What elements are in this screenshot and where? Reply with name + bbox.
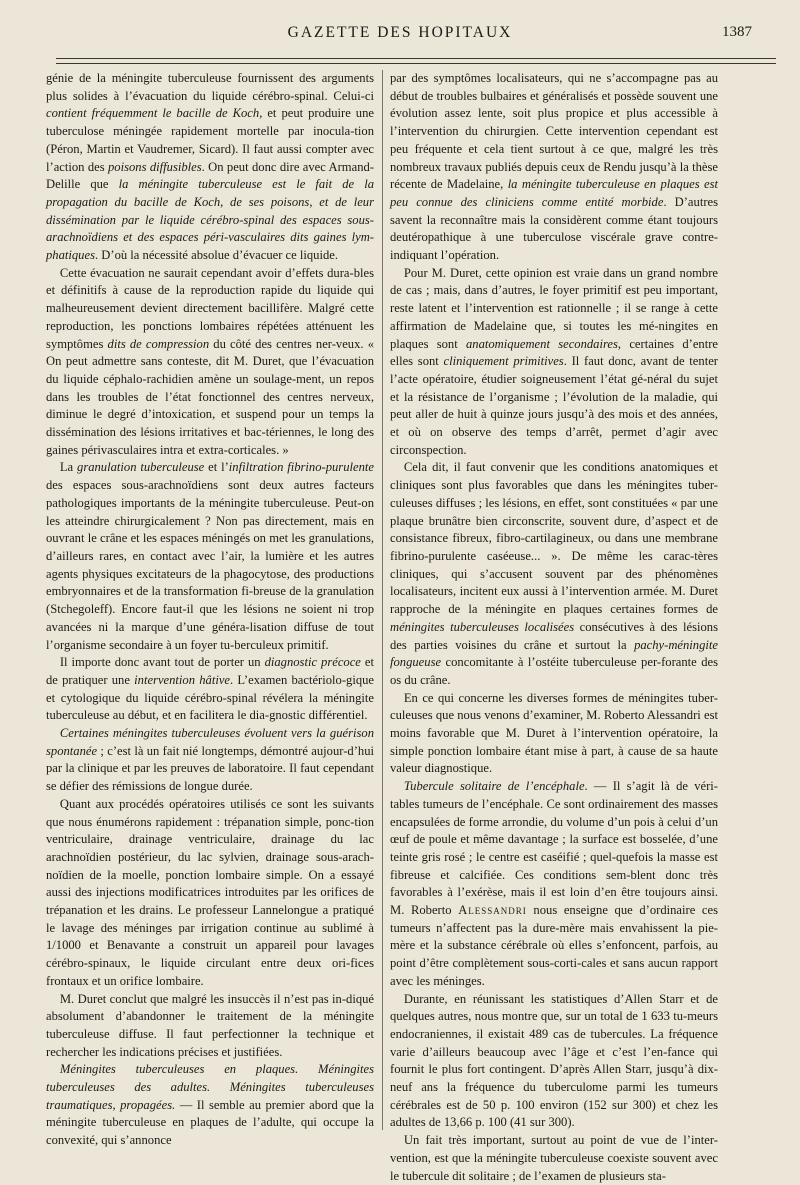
text-run: . D’autres savent la reconnaître mais la considèrent comme étant toujours deutéropathique à une tuberculose viscérale grave contre-indiquant l’opération. bbox=[390, 194, 718, 263]
italic-text: poisons diffusibles bbox=[108, 159, 202, 174]
italic-text: méningites tuberculeuses localisées bbox=[390, 619, 575, 634]
paragraph bbox=[390, 1132, 718, 1185]
text-run: Durante, en réunissant les statistiques d’Allen Starr et de quelques autres, nous montre que, sur un total de 1 633 tu-meurs endocraniennes, il existait 489 cas de tubercules. La fréquence varie d’ailleurs beaucoup avec l’âge et c’est l’en-fance qui fournit le plus fort contingent. D’après Allen Starr, jusqu’à dix-neuf ans la fréquence du tuberculome parmi les tumeurs cérébrales est de 50 p. 100 environ (152 sur 300) et chez les adultes de 13,66 p. 100 (41 sur 300). bbox=[390, 991, 718, 1130]
text-run: du côté des centres ner-veux. « On peut admettre sans conteste, dit M. Duret, que l’évacuation du liquide céphalo-rachidien amène un soulage-ment, un repos dans les troubles de l’état fonctionnel des centres nerveux, diminue le degré d’intoxication, et suspend pour un temps la dissémination des lésions irritatives et bac-tériennes, le long des gaines périvasculaires intra et extra-corticales. » bbox=[46, 336, 375, 457]
italic-text: Tubercule solitaire de l’encéphale bbox=[403, 779, 585, 794]
paragraph bbox=[46, 991, 374, 1062]
paragraph bbox=[46, 1061, 374, 1150]
italic-text: la méningite tuberculeuse est le fait de la propagation du bacille de Koch, de ses poisons, et de leur dissémination par le liquide cérébro-spinal des espaces sous-arachnoïdiens et des espaces péri-vasculaires dits gaines lym-phatiques bbox=[46, 177, 374, 263]
paragraph bbox=[390, 690, 718, 779]
text-run: . Il faut donc, avant de tenter l’acte opératoire, étudier soigneusement l’état gé-néral du sujet et la résistance de l’organisme ; l’évolution de la maladie, qui peut aller de huit à quinze jours jusqu’à des mois et des années, et où on observe des temps d’arrêt, permet d’agir avec circonspection. bbox=[390, 354, 718, 457]
text-run: et de pratiquer une bbox=[46, 655, 374, 687]
paragraph bbox=[46, 265, 374, 460]
italic-text: pachy-méningite fongueuse bbox=[390, 637, 718, 670]
paragraph bbox=[390, 265, 718, 460]
text-run: consécutives à des lésions des parties voisines du crâne et surtout la bbox=[390, 619, 718, 652]
italic-text: cliniquement primitives bbox=[443, 354, 564, 369]
text-run: En ce qui concerne les diverses formes de méningites tuber-culeuses que nous venons d’examiner, M. Roberto Alessandri est moins favorable que M. Duret à l’intervention opératoire, la simple ponction lombaire étant mise à part, à cause de sa haute valeur diagnostique. bbox=[390, 690, 718, 776]
right-column bbox=[390, 70, 719, 1183]
text-run: Alessandri bbox=[458, 903, 527, 918]
text-run: La bbox=[59, 460, 78, 475]
text-run: génie de la méningite tuberculeuse fournissent des arguments plus solides à l’évacuation du liquide cérébro-spinal. Celui-ci bbox=[46, 71, 374, 103]
text-run: ; c’est là un fait nié longtemps, démontré aujour-d’hui par la clinique et par les preuves de laboratoire. Il faut cependant se défier des rémissions de longue durée. bbox=[46, 743, 374, 794]
paragraph bbox=[46, 459, 374, 654]
text-run: , certaines d’entre elles sont bbox=[390, 336, 718, 369]
paragraph bbox=[390, 778, 718, 990]
paragraph bbox=[390, 70, 718, 265]
italic-text: granulation tuberculeuse bbox=[77, 460, 205, 475]
paragraph bbox=[46, 654, 374, 725]
text-run: Il importe donc avant tout de porter un bbox=[59, 655, 265, 670]
text-run: Cette évacuation ne saurait cependant avoir d’effets dura-bles et définitifs à cause de la reproduction rapide du liquide qui malheureusement devient directement bacillifère. Malgré cette reproduction, les ponctions lombaires répétées atténuent les symptômes bbox=[46, 265, 374, 351]
text-run: M. Duret conclut que malgré les insuccès il n’est pas in-diqué absolument d’abandonner le traitement de la méningite tuberculeuse diffuse. Il faut perfectionner la technique et rechercher les indications précises et justifiées. bbox=[46, 991, 374, 1059]
italic-text: la méningite tuberculeuse en plaques est peu connue des cliniciens comme entité morbide bbox=[390, 177, 718, 209]
header-rule-thick bbox=[56, 63, 776, 64]
text-run: . On peut donc dire avec Armand-Delille que bbox=[46, 159, 374, 192]
italic-text: Méningites tuberculeuses en plaques. Méningites tuberculeuses des adultes. Méningites tuberculeuses traumatiques, propagées. bbox=[46, 1062, 374, 1112]
text-run: et l’ bbox=[204, 460, 229, 475]
header-rule-thin bbox=[56, 58, 776, 59]
text-run: Un fait très important, surtout au point de vue de l’inter-vention, est que la méningite tuberculeuse coexiste souvent avec le tubercule dit solitaire ; de l’examen de plusieurs sta- bbox=[390, 1133, 718, 1183]
italic-text: dits de compression bbox=[107, 336, 210, 351]
text-run: . D’où la nécessité absolue d’évacuer ce liquide. bbox=[94, 248, 339, 263]
text-run: Quant aux procédés opératoires utilisés ce sont les suivants que nous énumérons rapidement : trépanation simple, ponc-tion ventriculaire, drainage ventriculaire, drainage du lac arachnoïdien postérieur, du lac sylvien, drainage sous-arach-noïdien de la moelle, ponction lombaire simple. On a essayé aussi des injections modificatrices introduites par les orifices de trépanation et les drains. Le professeur Lannelongue a pratiqué le lavage des méninges par irrigation continue au sublimé à 1/1000 et Benavante a construit un appareil pour lavages cérébro-spinaux, le liquide circulant entre deux ori-fices frontaux et un orifice lombaire. bbox=[46, 796, 374, 988]
paragraph bbox=[46, 70, 374, 265]
paragraph bbox=[46, 796, 374, 991]
page-number: 1387 bbox=[722, 24, 752, 40]
running-header bbox=[0, 24, 800, 44]
text-run: . — Il s’agit là de véri-tables tumeurs de l’encéphale. Ce sont ordinairement des masses encapsulées de forme arrondie, du volume d’un pois à celui d’un œuf de poule et même davantage ; la surface est bosselée, d’une teinte gris rosé ; le centre est caséifié ; quel-quefois la masse est fibreuse et calcifiée. Ces conditions sem-blent donc très favorables à l’exérèse, mais il est loin d’en être toujours ainsi. M. Roberto bbox=[390, 779, 718, 918]
column-divider bbox=[382, 70, 383, 1130]
paragraph bbox=[390, 459, 718, 689]
text-run: par des symptômes localisateurs, qui ne s’accompagne pas au début de troubles bulbaires et généralisés et possède souvent une évolution assez lente, soit plus propice et plus accessible à l’intervention du chirurgien. Cette intervention cependant est peu fréquente et cela tient surtout à ce que, malgré les très nombreux travaux publiés depuis ceux de Rendu jusqu’à la thèse récente de Madelaine, bbox=[390, 71, 718, 192]
italic-text: infiltration fibrino-purulente bbox=[228, 460, 374, 475]
text-run: , et peut produire une tuberculose méningée rapidement mortelle par inocula-tion (Péron, Martin et Vaudremer, Sicard). Il faut aussi compter avec l’action des bbox=[46, 106, 374, 174]
text-run: Pour M. Duret, cette opinion est vraie dans un grand nombre de cas ; mais, dans d’autres, le foyer primitif est peu important, reste latent et l’intervention est rationnelle ; il se range à cette affirmation de Madelaine que, si toutes les mé-ningites en plaques sont bbox=[390, 265, 718, 351]
italic-text: anatomiquement secondaires bbox=[466, 336, 618, 351]
italic-text: diagnostic précoce bbox=[264, 655, 361, 670]
paragraph bbox=[46, 725, 374, 796]
journal-title: GAZETTE DES HOPITAUX bbox=[287, 24, 513, 41]
text-run: . L’examen bactériolo-gique et cytologique du liquide cérébro-spinal révélera la méningite tuberculeuse au début, et en facilitera le dia-gnostic différentiel. bbox=[46, 672, 374, 723]
text-run: nous enseigne que d’ordinaire ces tumeurs n’affectent pas la dure-mère mais envahissent la pie-mère et la substance cérébrale où elles s’enfoncent, parfois, au point d’être complètement sous-corti-cales et sans aucun rapport avec les méninges. bbox=[390, 903, 719, 988]
left-column bbox=[46, 70, 374, 1148]
paragraph bbox=[390, 991, 718, 1133]
text-run: concomitante à l’ostéite tuberculeuse per-forante des os du crâne. bbox=[390, 655, 718, 687]
text-run: Cela dit, il faut convenir que les conditions anatomiques et cliniques sont plus favorables que dans les méningites tuber-culeuses diffuses ; les lésions, en effet, sont constituées « par une plaque brunâtre bien circonscrite, souvent dure, d’aspect et de consistance fibreux, fibro-cartilagineux, ou dans une membrane fibrino-purulente caséeuse... ». De même les carac-tères cliniques, qui s’accusent souvent par des phénomènes localisateurs, incitent eux aussi à l’intervention armée. M. Duret rapproche de la méningite en plaques certaines formes de bbox=[390, 460, 718, 617]
text-run: des espaces sous-arachnoïdiens sont deux autres facteurs pathologiques importants de la méningite tuberculeuse. Peut-on les atteindre chirurgicalement ? Non pas directement, mais en ouvrant le crâne et les espaces méningés on met les granulations, d’ailleurs rares, en contact avec l’air, la lumière et les autres agents physiques excitateurs de la phagocytose, des productions embryonnaires et de la transformation fi-breuse de la granulation (Stchegoleff). Encore faut-il que les lésions ne soient ni trop avancées ni la marque d’une généra-lisation diffuse de tout l’organisme secondaire à un foyer tu-berculeux primitif. bbox=[46, 478, 374, 652]
italic-text: Certaines méningites tuberculeuses évoluent vers la guérison spontanée bbox=[46, 726, 374, 758]
italic-text: intervention hâtive bbox=[134, 672, 231, 687]
italic-text: contient fréquemment le bacille de Koch bbox=[46, 106, 260, 121]
text-run: — Il semble au premier abord que la méningite tuberculeuse en plaques de l’adulte, qui occupe la convexité, qui s’annonce bbox=[46, 1097, 374, 1148]
